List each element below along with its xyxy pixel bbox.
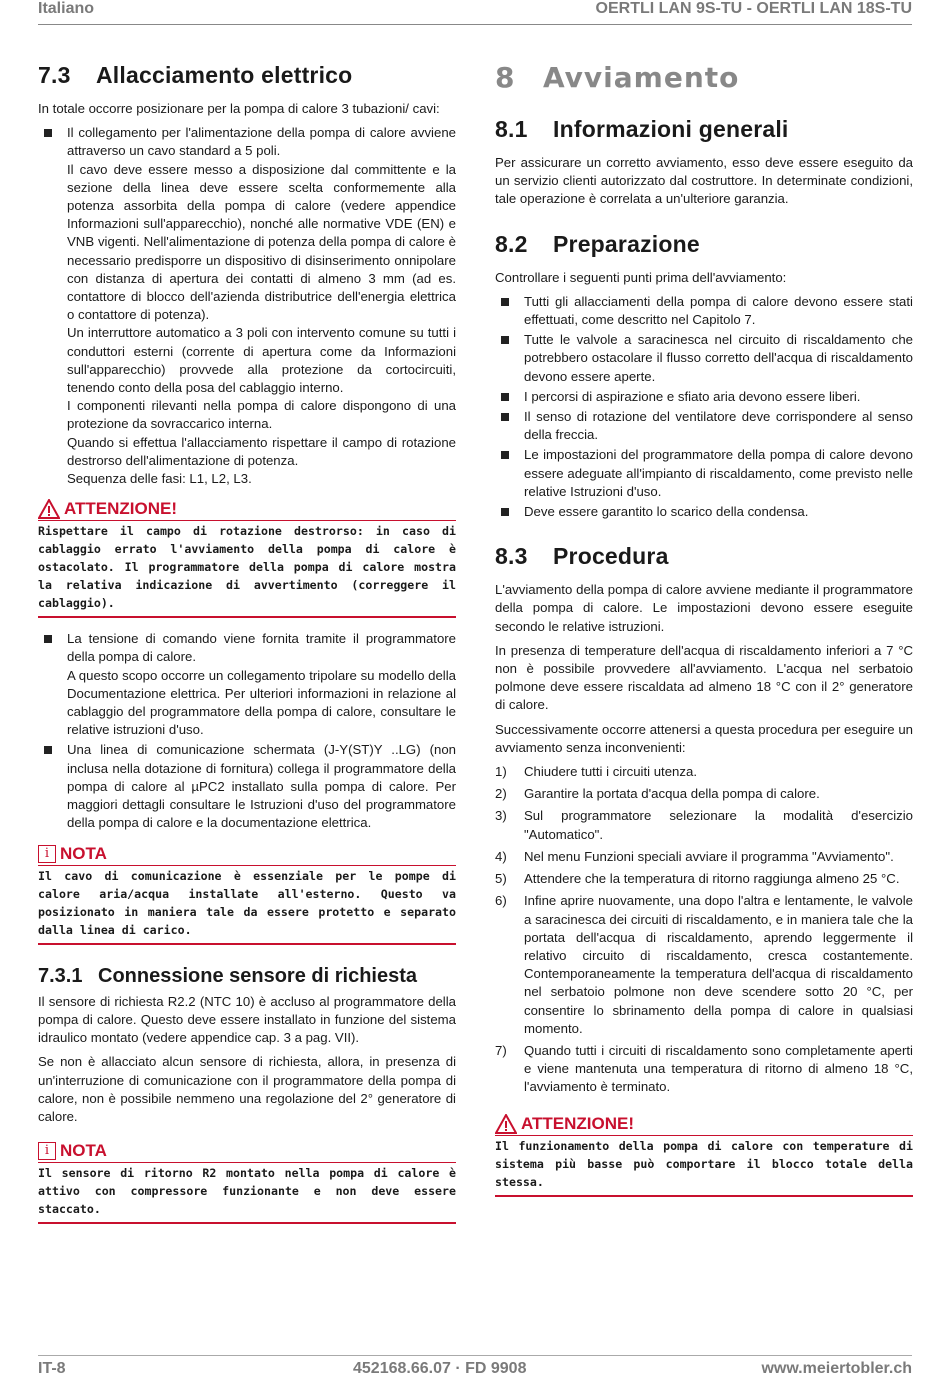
bullet-text: Il collegamento per l'alimentazione della pompa di calore avviene attraverso un cavo standard a 5 poli. [67, 125, 456, 159]
list-item: I percorsi di aspirazione e sfiato aria devono essere liberi. [495, 388, 913, 406]
info-icon: i [38, 845, 56, 863]
note-title-text: NOTA [60, 843, 107, 863]
section-title: Allacciamento elettrico [96, 62, 353, 88]
info-icon: i [38, 1142, 56, 1160]
bullet-text: Sequenza delle fasi: L1, L2, L3. [67, 471, 252, 487]
list-item: Tutte le valvole a saracinesca nel circuito di riscaldamento che potrebbero ostacolare il flusso corretto dell'acqua di riscaldamento devono essere aperte. [495, 331, 913, 386]
step-item [495, 763, 913, 781]
section-title: Connessione sensore di richiesta [98, 964, 417, 987]
warning-triangle-icon [495, 1114, 517, 1134]
section-number: 7.3 [38, 62, 71, 88]
warning-title-text: ATTENZIONE! [521, 1113, 635, 1133]
section-8-2-heading [495, 229, 913, 259]
step-number: 3) [495, 808, 507, 824]
step-text: Attendere che la temperatura di ritorno raggiunga almeno 25 °C. [524, 871, 900, 887]
warning-title [38, 498, 456, 521]
step-item [495, 785, 913, 803]
s7-3-bullets-2 [38, 630, 456, 832]
section-number: 8.2 [495, 230, 528, 257]
section-8-3-heading [495, 541, 913, 571]
list-item: Tutti gli allacciamenti della pompa di calore devono essere stati effettuati, come descritto nel Capitolo 7. [495, 293, 913, 329]
step-number: 4) [495, 848, 507, 864]
list-item [38, 124, 456, 488]
step-item [495, 848, 913, 866]
note-box [38, 1140, 456, 1224]
section-7-3-heading [38, 60, 456, 90]
step-number: 5) [495, 871, 507, 887]
step-number: 6) [495, 893, 507, 909]
step-number: 7) [495, 1042, 507, 1058]
procedure-steps [495, 763, 913, 1096]
paragraph: Controllare i seguenti punti prima dell'avviamento: [495, 269, 787, 285]
bullet-text: Un interruttore automatico a 3 poli con intervento comune su tutti i conduttori esterni (corrente di apertura come da Informazioni sull'apparecchio) provvede alla protezione da cortocircuiti, tenendo conto della posa del cablaggio interno. [67, 325, 456, 396]
right-column [495, 60, 913, 1209]
bullet-text: Il cavo deve essere messo a disposizione dal committente e la sezione della linea deve essere scelta conformemente alla potenza assorbita della pompa di calore (vedere appendice Informazioni sull'apparecchio), nonché alle normative VDE (EN) e VNB vigenti. Nell'alimentazione di potenza della pompa di calore è necessario predisporre un dispositivo di disinserimento onnipolare con distanza di apertura dei contatti di almeno 3 mm (ad es. contattore di blocco dell'azienda distributrice dell'energia elettrica o contattore di potenza). [67, 161, 456, 323]
section-7-3-1-heading [38, 964, 456, 987]
paragraph: Successivamente occorre attenersi a questa procedura per eseguire un avviamento senza inconvenienti: [495, 721, 913, 755]
step-item [495, 892, 913, 1038]
page-footer [38, 1360, 912, 1378]
s7-3-bullets [38, 124, 456, 488]
s7-3-intro: In totale occorre posizionare per la pompa di calore 3 tubazioni/ cavi: [38, 101, 440, 116]
warning-box [495, 1113, 913, 1197]
step-text: Chiudere tutti i circuiti utenza. [524, 764, 697, 780]
paragraph: In presenza di temperature dell'acqua di riscaldamento inferiori a 7 °C non è possibile provvedere all'avviamento. L'acqua nel serbatoio polmone deve essere riscaldata ad almeno 18 °C con il 2° generatore di calore. [495, 642, 913, 713]
section-title: Procedura [553, 543, 669, 570]
note-text: Il cavo di comunicazione è essenziale per le pompe di calore aria/acqua installate all'esterno. Questo va posizionato in maniera tale da essere protetto e separato dalla linea di carico. [38, 868, 456, 937]
note-title-text: NOTA [60, 1141, 107, 1161]
step-number: 1) [495, 764, 507, 780]
section-title: Preparazione [553, 230, 700, 257]
header-language: Italiano [38, 0, 95, 17]
warning-triangle-icon [38, 499, 60, 519]
paragraph: Per assicurare un corretto avviamento, esso deve essere eseguito da un servizio clienti autorizzato dal costruttore. In determinate condizioni, tale operazione è correlata a un'ulteriore garanzia. [495, 155, 913, 207]
step-text: Infine aprire nuovamente, una dopo l'altra e lentamente, le valvole a saracinesca dei circuiti di riscaldamento, e in maniera tale che la portata dell'acqua di riscaldamento, aprendo leggermente il relativo circuito di riscaldamento, cresca costantemente. Contemporaneamente la temperatura dell'acqua di riscaldamento nel serbatoio polmone non deve scendere sotto 20 °C, per consentire lo sbrinamento della pompa di calore in qualsiasi momento. [524, 893, 913, 1036]
footer-divider [38, 1355, 912, 1356]
section-number: 8.1 [495, 116, 528, 142]
list-item [38, 630, 456, 739]
section-number: 7.3.1 [38, 964, 83, 987]
note-box [38, 843, 456, 945]
step-text: Quando tutti i circuiti di riscaldamento sono completamente aperti e viene mantenuta una temperatura di ritorno di almeno 18 °C, l'avviamento è terminato. [524, 1042, 913, 1095]
section-8-1-heading [495, 114, 913, 144]
list-item: Deve essere garantito lo scarico della condensa. [495, 503, 913, 521]
warning-title-text: ATTENZIONE! [64, 499, 178, 519]
chapter-8-heading [495, 60, 913, 96]
note-title [38, 1140, 456, 1163]
s8-2-checklist [495, 293, 913, 521]
step-number: 2) [495, 786, 507, 802]
list-item [38, 741, 456, 832]
bullet-text: A questo scopo occorre un collegamento tripolare su modello della Documentazione elettrica. Per ulteriori informazioni in relazione al cablaggio del programmatore della pompa di calore, consultare le relative istruzioni d'uso. [67, 667, 456, 738]
bullet-text: Una linea di comunicazione schermata (J-Y(ST)Y ..LG) (non inclusa nella dotazione di fornitura) collega il programmatore della pompa di calore al µPC2 installato sulla pompa di calore. Per maggiori dettagli consultare le Istruzioni d'uso del programmatore della pompa di calore e la documentazione elettrica. [67, 742, 456, 831]
list-item: Il senso di rotazione del ventilatore deve corrispondere al senso della freccia. [495, 408, 913, 444]
warning-box [38, 498, 456, 618]
step-item [495, 1042, 913, 1097]
left-column [38, 60, 456, 1236]
step-item [495, 870, 913, 888]
website-link[interactable]: www.meiertobler.ch [761, 1360, 912, 1377]
bullet-text: Quando si effettua l'allacciamento rispettare il campo di rotazione destrorso dell'alimentazione di potenza. [67, 434, 456, 468]
warning-text: Il funzionamento della pompa di calore con temperature di sistema più basse può comportare il blocco totale della stessa. [495, 1138, 913, 1189]
step-text: Garantire la portata d'acqua della pompa di calore. [524, 786, 820, 802]
section-title: Informazioni generali [553, 116, 789, 142]
warning-text: Rispettare il campo di rotazione destrorso: in caso di cablaggio errato l'avviamento della pompa di calore è ostacolato. Il programmatore della pompa di calore mostra la relativa indicazione di avvertimento (correggere il cablaggio). [38, 524, 456, 611]
note-text: Il sensore di ritorno R2 montato nella pompa di calore è attivo con compressore funzionante e non deve essere staccato. [38, 1166, 456, 1217]
chapter-number: 8 [495, 61, 516, 94]
warning-title [495, 1113, 913, 1136]
page-number: IT-8 [38, 1360, 66, 1377]
paragraph: Se non è allacciato alcun sensore di richiesta, allora, in presenza di un'interruzione di comunicazione con il programmatore della pompa di calore, non è possibile nemmeno una regolazione del 2° generatore di calore. [38, 1054, 456, 1124]
step-text: Nel menu Funzioni speciali avviare il programma "Avviamento". [524, 848, 894, 864]
document-number: 452168.66.07 · FD 9908 [353, 1360, 527, 1377]
note-title [38, 843, 456, 866]
bullet-text: I componenti rilevanti nella pompa di calore dispongono di una protezione da sovraccarico interna. [67, 398, 456, 432]
paragraph: Il sensore di richiesta R2.2 (NTC 10) è accluso al programmatore della pompa di calore. Questo deve essere installato in funzione del sistema idraulico montato (vedere appendice cap. 3 a pag. VII). [38, 993, 456, 1046]
paragraph: L'avviamento della pompa di calore avviene mediante il programmatore della pompa di calore. Le impostazioni devono essere eseguite secondo le relative istruzioni. [495, 582, 913, 634]
step-text: Sul programmatore selezionare la modalità d'esercizio "Automatico". [524, 808, 913, 842]
chapter-title: Avviamento [543, 61, 740, 94]
bullet-text: La tensione di comando viene fornita tramite il programmatore della pompa di calore. [67, 631, 456, 665]
step-item [495, 807, 913, 843]
section-number: 8.3 [495, 543, 528, 570]
list-item: Le impostazioni del programmatore della pompa di calore devono essere adeguate all'impianto di riscaldamento, come previsto nelle relative Istruzioni d'uso. [495, 446, 913, 501]
header-product: OERTLI LAN 9S-TU - OERTLI LAN 18S-TU [595, 0, 912, 17]
page-header [38, 0, 912, 25]
